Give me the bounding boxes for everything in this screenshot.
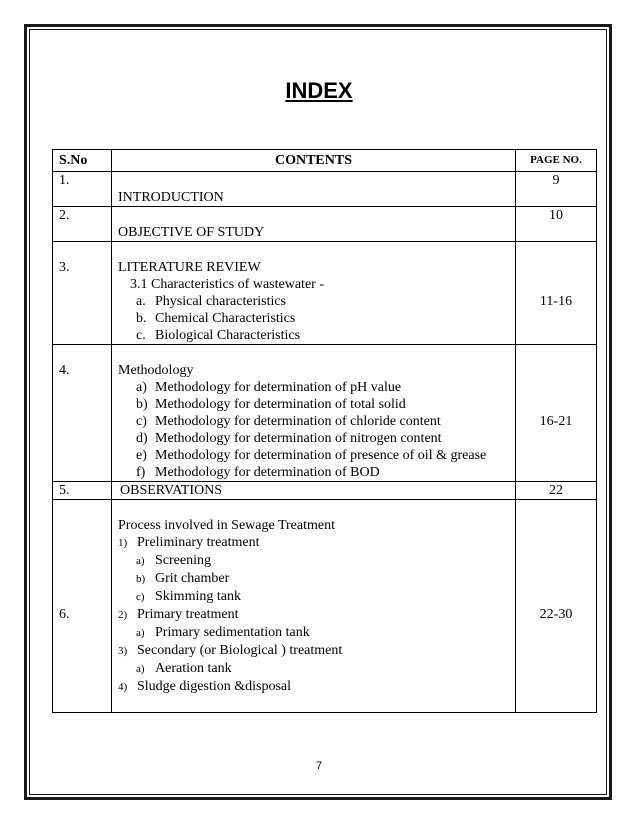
row-page: 10 [516, 207, 597, 242]
row-title: INTRODUCTION [118, 190, 224, 205]
list-item: a) Primary sedimentation tank [136, 625, 310, 640]
row-page: 9 [516, 172, 597, 207]
row-title: Methodology [118, 363, 194, 378]
list-item: a) Screening [136, 553, 211, 568]
row-page: 16-21 [516, 345, 597, 482]
table-row [53, 172, 597, 207]
list-item: 4) Sludge digestion &disposal [118, 679, 291, 694]
header-page-no: PAGE NO. [516, 150, 597, 172]
list-item: 2) Primary treatment [118, 607, 239, 622]
list-item: b. Chemical Characteristics [136, 311, 296, 326]
table-row [53, 207, 597, 242]
row-sno: 5. [53, 482, 112, 500]
row-sno: 2. [53, 207, 112, 242]
row-sno: 1. [53, 172, 112, 207]
list-item: a. Physical characteristics [136, 294, 287, 309]
table-row [53, 242, 597, 345]
list-item: a) Methodology for determination of pH value [136, 380, 402, 395]
row-title: OBSERVATIONS [120, 483, 223, 498]
list-item: f) Methodology for determination of BOD [136, 465, 380, 480]
list-item: b) Grit chamber [136, 571, 230, 586]
page-title: INDEX [285, 78, 353, 103]
row-page: 22 [516, 482, 597, 500]
table-row [53, 482, 597, 500]
page-number: 7 [315, 760, 323, 772]
list-item: c. Biological Characteristics [136, 328, 301, 343]
header-contents: CONTENTS [112, 150, 516, 172]
row-subheading: 3.1 Characteristics of wastewater - [130, 277, 324, 292]
row-title: Process involved in Sewage Treatment [118, 518, 335, 533]
row-contents [112, 345, 516, 482]
row-sno: 4. [53, 345, 112, 482]
row-sno: 6. [53, 500, 112, 713]
row-contents [112, 482, 516, 500]
row-sno: 3. [53, 242, 112, 345]
row-title: LITERATURE REVIEW [118, 260, 261, 275]
index-table [52, 149, 597, 713]
row-contents [112, 500, 516, 713]
table-row [53, 500, 597, 713]
row-contents [112, 207, 516, 242]
list-item: d) Methodology for determination of nitrogen content [136, 431, 442, 446]
row-page: 11-16 [516, 242, 597, 345]
list-item: e) Methodology for determination of presence of oil & grease [136, 448, 487, 463]
table-header-row [53, 150, 597, 172]
row-contents [112, 172, 516, 207]
row-contents [112, 242, 516, 345]
list-item: 3) Secondary (or Biological ) treatment [118, 643, 343, 658]
list-item: c) Skimming tank [136, 589, 241, 604]
list-item: c) Methodology for determination of chloride content [136, 414, 441, 429]
table-row [53, 345, 597, 482]
header-sno: S.No [53, 150, 112, 172]
row-page: 22-30 [516, 500, 597, 713]
list-item: a) Aeration tank [136, 661, 232, 676]
row-title: OBJECTIVE OF STUDY [118, 225, 265, 240]
list-item: b) Methodology for determination of total solid [136, 397, 406, 412]
list-item: 1) Preliminary treatment [118, 535, 260, 550]
